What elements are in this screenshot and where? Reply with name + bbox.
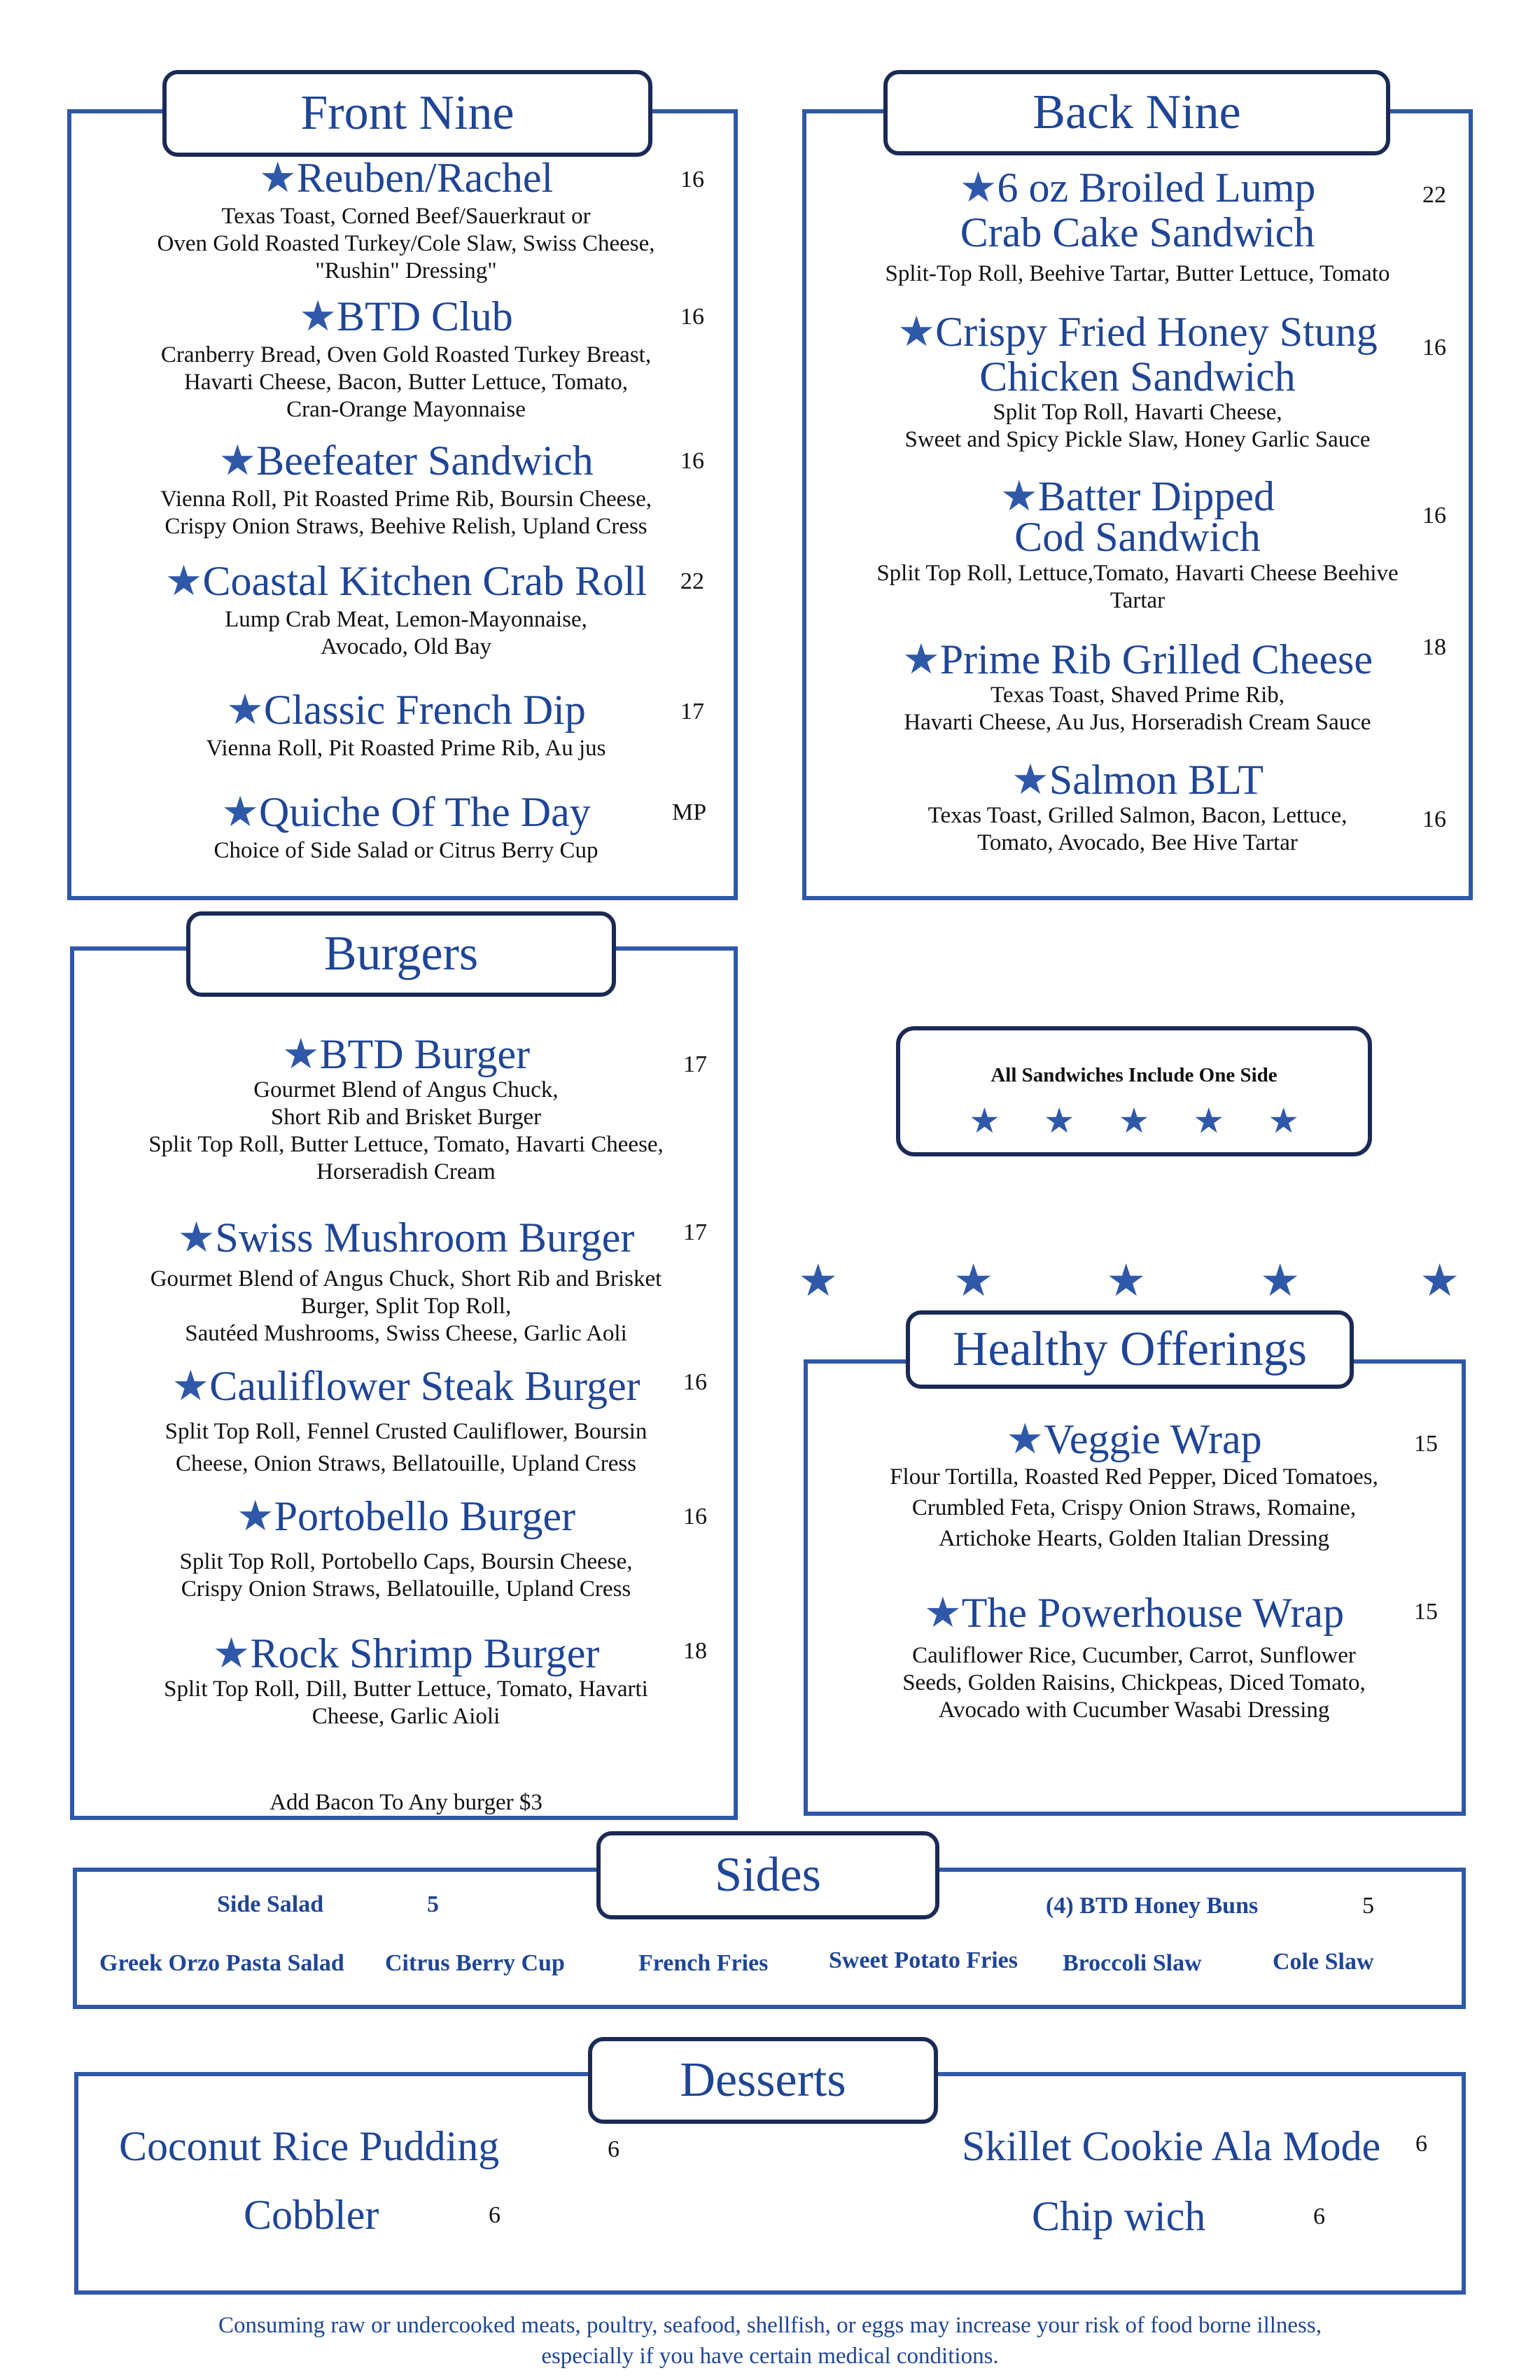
item-name: Salmon BLT [1049, 757, 1264, 803]
sides-title: Sides [596, 1831, 939, 1919]
item-description: Split Top Roll, Havarti Cheese, Sweet and Spicy Pickle Slaw, Honey Garlic Sauce [904, 400, 1371, 452]
item-description: Flour Tortilla, Roasted Red Pepper, Diced Tomatoes, Crumbled Feta, Crispy Onion Straws, Romaine, Artichoke Hearts, Golden Italian Dressing [890, 1464, 1378, 1551]
item-name: 6 oz Broiled Lump Crab Cake Sandwich [960, 164, 1316, 255]
item-name: Classic French Dip [263, 687, 586, 733]
item-description: Texas Toast, Shaved Prime Rib, Havarti Cheese, Au Jus, Horseradish Cream Sauce [904, 682, 1371, 735]
side-price: 5 [427, 1891, 439, 1917]
star-icon: ★ [798, 1255, 839, 1307]
item-description: Lump Crab Meat, Lemon-Mayonnaise, Avocado, Old Bay [225, 607, 587, 659]
side-item: French Fries [638, 1950, 769, 1976]
dessert-price: 6 [1415, 2131, 1427, 2157]
star-icon: ★ [953, 1255, 994, 1307]
dessert-item: Cobbler [244, 2192, 379, 2238]
item-price: 17 [680, 699, 704, 724]
item-price: 15 [1414, 1599, 1438, 1625]
item-price: 16 [680, 304, 704, 330]
item-name: Quiche Of The Day [259, 789, 591, 835]
item-description: Split-Top Roll, Beehive Tartar, Butter Lettuce, Tomato [885, 261, 1390, 286]
item-price: 17 [683, 1051, 707, 1077]
menu-item [91, 1631, 721, 1730]
notice-text: All Sandwiches Include One Side [990, 1064, 1278, 1086]
star-icon: ★ [1260, 1255, 1301, 1307]
menu-item [91, 790, 721, 864]
star-icon: ★ [1420, 1255, 1460, 1307]
disclaimer-line-1: Consuming raw or undercooked meats, poultry, seafood, shellfish, or eggs may increase your risk of food borne illness, [218, 2313, 1322, 2338]
menu-item [91, 687, 721, 762]
item-name: BTD Club [337, 293, 513, 340]
item-name: The Powerhouse Wrap [961, 1590, 1345, 1636]
star-icon: ★ [1011, 757, 1049, 803]
star-icon: ★ [221, 789, 260, 835]
item-price: 22 [680, 568, 704, 594]
item-name: Beefeater Sandwich [256, 438, 594, 484]
item-name: Cauliflower Steak Burger [209, 1363, 640, 1409]
item-price: 16 [1422, 806, 1446, 832]
item-description: Vienna Roll, Pit Roasted Prime Rib, Boursin Cheese, Crispy Onion Straws, Beehive Relish, Upland Cress [160, 486, 652, 539]
side-item: Broccoli Slaw [1063, 1950, 1202, 1976]
notice-stars: ★★★★★ [968, 1100, 1343, 1141]
menu-item [91, 1215, 721, 1348]
item-description: Choice of Side Salad or Citrus Berry Cup [214, 838, 598, 863]
item-name: Coastal Kitchen Crab Roll [202, 558, 648, 604]
item-price: 16 [1422, 335, 1446, 360]
menu-item [826, 309, 1449, 454]
item-price: 15 [1414, 1431, 1438, 1457]
item-price: 16 [683, 1504, 707, 1530]
item-description: Split Top Roll, Portobello Caps, Boursin Cheese, Crispy Onion Straws, Bellatouille, Upland Cress [179, 1549, 633, 1602]
star-icon: ★ [236, 1493, 274, 1539]
star-icon: ★ [226, 687, 264, 733]
menu-item [826, 1590, 1442, 1724]
item-description: Vienna Roll, Pit Roasted Prime Rib, Au jus [206, 736, 606, 761]
item-price: 18 [683, 1638, 707, 1664]
star-icon: ★ [902, 636, 940, 682]
star-icon: ★ [1000, 473, 1038, 519]
dessert-price: 6 [489, 2202, 500, 2228]
item-price: 16 [680, 167, 704, 192]
desserts-title: Desserts [588, 2037, 938, 2124]
item-name: Crispy Fried Honey Stung Chicken Sandwich [935, 309, 1378, 400]
dessert-item: Chip wich [1032, 2193, 1206, 2239]
star-icon: ★ [258, 155, 297, 201]
menu-item [826, 1417, 1442, 1554]
healthy-title: Healthy Offerings [906, 1310, 1354, 1389]
item-description: Split Top Roll, Fennel Crusted Cauliflower, Boursin Cheese, Onion Straws, Bellatouille, Upland Cress [164, 1419, 648, 1476]
menu-item [91, 559, 721, 661]
side-item: Sweet Potato Fries [829, 1947, 1018, 1973]
side-price: 5 [1362, 1893, 1374, 1919]
disclaimer-line-2: especially if you have certain medical conditions. [541, 2344, 999, 2369]
item-description: Split Top Roll, Dill, Butter Lettuce, Tomato, Havarti Cheese, Garlic Aioli [164, 1676, 648, 1729]
dessert-item: Skillet Cookie Ala Mode [962, 2123, 1381, 2169]
star-icon: ★ [177, 1214, 216, 1261]
star-icon: ★ [1006, 1416, 1044, 1462]
star-icon: ★ [897, 309, 936, 355]
item-name: Rock Shrimp Burger [250, 1630, 600, 1676]
star-icon: ★ [218, 438, 257, 484]
side-item: Cole Slaw [1273, 1949, 1374, 1975]
item-description: Texas Toast, Grilled Salmon, Bacon, Lettuce, Tomato, Avocado, Bee Hive Tartar [927, 803, 1348, 855]
item-description: Cauliflower Rice, Cucumber, Carrot, Sunflower Seeds, Golden Raisins, Chickpeas, Diced Tomato, Avocado with Cucumber Wasabi Dressing [902, 1643, 1366, 1723]
item-description: Cranberry Bread, Oven Gold Roasted Turkey Breast, Havarti Cheese, Bacon, Butter Lettuce, Tomato, Cran-Orange Mayonnaise [160, 342, 652, 422]
item-description: Split Top Roll, Lettuce,Tomato, Havarti Cheese Beehive Tartar [876, 561, 1399, 613]
item-price: 22 [1422, 182, 1446, 208]
item-name: Veggie Wrap [1044, 1416, 1262, 1462]
item-price: 16 [1422, 503, 1446, 528]
star-icon: ★ [212, 1630, 251, 1676]
item-name: BTD Burger [319, 1031, 531, 1077]
item-name: Portobello Burger [274, 1493, 576, 1539]
star-icon: ★ [281, 1031, 320, 1077]
item-description: Texas Toast, Corned Beef/Sauerkraut or Oven Gold Roasted Turkey/Cole Slaw, Swiss Cheese, "Rushin" Dressing" [157, 204, 655, 284]
back-nine-title: Back Nine [883, 70, 1390, 155]
menu-item [91, 438, 721, 540]
item-price: 16 [683, 1369, 707, 1395]
star-icon: ★ [923, 1590, 962, 1636]
dessert-price: 6 [608, 2136, 620, 2162]
item-name: Batter Dipped Cod Sandwich [1014, 473, 1275, 560]
menu-item [826, 165, 1449, 288]
menu-item [826, 757, 1449, 857]
star-icon: ★ [172, 1363, 210, 1409]
item-price: 17 [683, 1219, 707, 1245]
dessert-price: 6 [1313, 2204, 1325, 2230]
item-name: Prime Rib Grilled Cheese [939, 636, 1373, 682]
dessert-item: Coconut Rice Pudding [119, 2123, 500, 2169]
menu-item [91, 1494, 721, 1603]
item-description: Gourmet Blend of Angus Chuck, Short Rib and Brisket Burger, Split Top Roll, Sautéed Mushrooms, Swiss Cheese, Garlic Aoli [150, 1266, 662, 1346]
side-item: (4) BTD Honey Buns [1046, 1893, 1259, 1919]
item-name: Swiss Mushroom Burger [215, 1214, 635, 1261]
item-price: 16 [680, 448, 704, 474]
menu-item [826, 637, 1449, 736]
side-item: Greek Orzo Pasta Salad [99, 1950, 344, 1976]
item-price: 18 [1422, 634, 1446, 660]
menu-item [91, 294, 721, 424]
star-icon: ★ [959, 164, 997, 211]
item-name: Reuben/Rachel [296, 155, 554, 201]
star-icon: ★ [299, 293, 337, 340]
menu-item [91, 1032, 721, 1186]
menu-item [91, 1364, 721, 1480]
burger-note: Add Bacon To Any burger $3 [270, 1790, 542, 1815]
item-price: MP [672, 799, 707, 825]
item-description: Gourmet Blend of Angus Chuck, Short Rib and Brisket Burger Split Top Roll, Butter Lettuce, Tomato, Havarti Cheese, Horseradish Cream [148, 1077, 664, 1184]
menu-item [91, 155, 721, 285]
allergy-disclaimer [0, 2310, 1540, 2372]
menu-item [826, 473, 1449, 615]
star-icon: ★ [1106, 1255, 1147, 1307]
side-item: Citrus Berry Cup [385, 1950, 565, 1976]
front-nine-title: Front Nine [162, 70, 652, 157]
burgers-title: Burgers [186, 911, 616, 997]
star-icon: ★ [164, 558, 203, 604]
sides-notice [896, 1026, 1372, 1156]
side-item: Side Salad [217, 1891, 324, 1917]
